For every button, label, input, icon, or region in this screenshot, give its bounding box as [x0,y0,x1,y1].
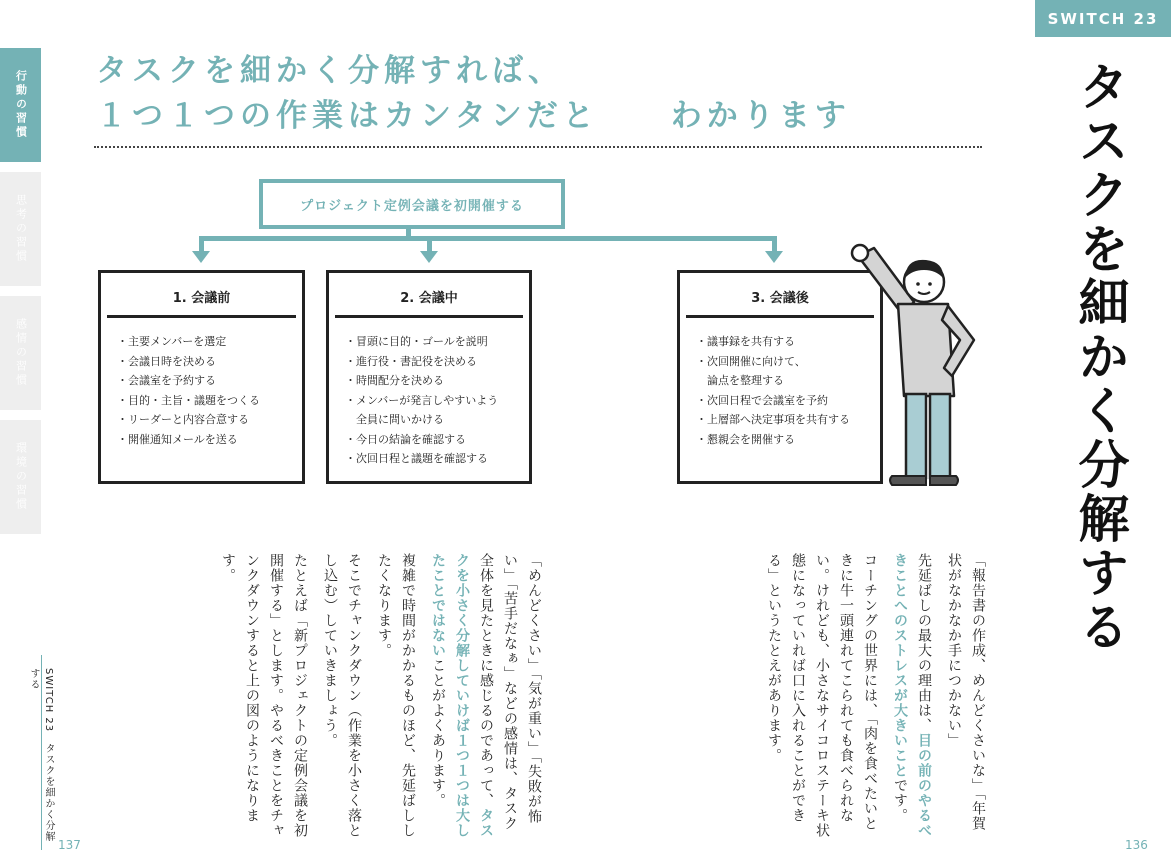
arrow-down-icon [192,251,210,263]
list-item: ・次回日程と議題を確認する [345,452,488,465]
highlight-text: タスクを小さく分解していけば１つ１つは大したことではない [430,553,494,838]
paragraph [426,553,546,843]
box-before-meeting [98,270,305,484]
connector-right [772,236,777,252]
text: です。 [892,778,908,823]
list-item: ・会議室を予約する [117,374,216,387]
paragraph: 複雑で時間がかかるものほど、先延ばししたくなります。 [376,553,416,838]
box-rule [335,315,523,318]
list-item: ・上層部へ決定事項を共有する [696,413,850,426]
person-illustration [844,236,984,488]
list-item: ・リーダーと内容合意する [117,413,249,426]
paragraph: たとえば「新プロジェクトの定例会議を初開催する」とします。やるべきことをチャンクダウンすると上の図のようになります。 [220,553,308,838]
list-item: ・会議日時を決める [117,354,216,368]
right-page-body [650,553,990,843]
paragraph: 「報告書の作成、めんどくさいな」「年賀状がなかなか手につかない」 [946,553,986,831]
connector-left [199,236,204,252]
list-item: ・懇親会を開催する [696,432,795,446]
switch-label: SWITCH 23 [1035,0,1171,37]
connector-horizontal [199,236,777,241]
headline-line-1: タスクを細かく分解すれば、 [96,53,564,89]
list-item: ・冒頭に目的・ゴールを説明 [345,335,488,348]
list-item: ・議事録を共有する [696,335,795,348]
list-item: ・開催通知メールを送る [117,432,238,446]
arrow-down-icon [420,251,438,263]
box-during-meeting [326,270,532,484]
paragraph: コーチングの世界には、「肉を食べたいときに牛一頭連れてこられても食べられない。けれども、小さなサイコロステーキ状態になっていれば口に入れることができる」というたとえがあります。 [766,553,878,838]
connector-middle [427,236,432,252]
box-title: 3. 会議後 [751,291,809,306]
list-item: ・次回日程で会議室を予約 [696,393,828,407]
page-number-right: 136 [1125,838,1148,852]
list-item: 論点を整理する [696,374,784,387]
list-item: ・進行役・書記役を決める [345,354,477,368]
left-page-body [88,553,546,843]
list-item: ・主要メンバーを選定 [117,335,227,348]
arrow-down-icon [765,251,783,263]
box-rule [107,315,296,318]
page-number-left: 137 [58,838,81,852]
paragraph: そこでチャンクダウン（作業を小さく落とし込む）していきましょう。 [322,553,362,838]
list-item: ・次回開催に向けて、 [696,354,806,368]
paragraph [888,553,936,843]
tab-emotion-habit[interactable]: 感情の習慣 [0,296,41,410]
diagram-top-label: プロジェクト定例会議を初開催する [300,198,524,214]
tab-thinking-habit[interactable]: 思考の習慣 [0,172,41,286]
highlight-text: 目の前のやるべきことへのストレスが大きいこと [892,553,932,838]
page-title: タスクを細かく分解する [1069,60,1128,654]
tab-action-habit[interactable]: 行動の習慣 [0,48,41,162]
running-footer: SWITCH 23 タスクを細かく分解する [28,668,54,843]
text: 「めんどくさい」「気が重い」「失敗が怖い」「苦手だなぁ」などの感情は、タスク全体を見たときに感じるのであって、 [478,553,542,831]
list-item: ・メンバーが発言しやすいよう [345,393,499,407]
list-item: ・時間配分を決める [345,374,444,387]
divider [94,146,982,148]
diagram-top-box [259,179,565,229]
list-item: ・目的・主旨・議題をつくる [117,393,260,407]
headline-line-2: １つ１つの作業はカンタンだと わかります [96,98,851,134]
tab-environment-habit[interactable]: 環境の習慣 [0,420,41,534]
box-title: 2. 会議中 [400,291,458,306]
text: ことがよくあります。 [430,658,446,808]
list-item: ・今日の結論を確認する [345,432,466,446]
text: 先延ばしの最大の理由は、 [916,553,932,733]
box-title: 1. 会議前 [172,291,231,306]
list-item: 全員に問いかける [345,413,444,426]
